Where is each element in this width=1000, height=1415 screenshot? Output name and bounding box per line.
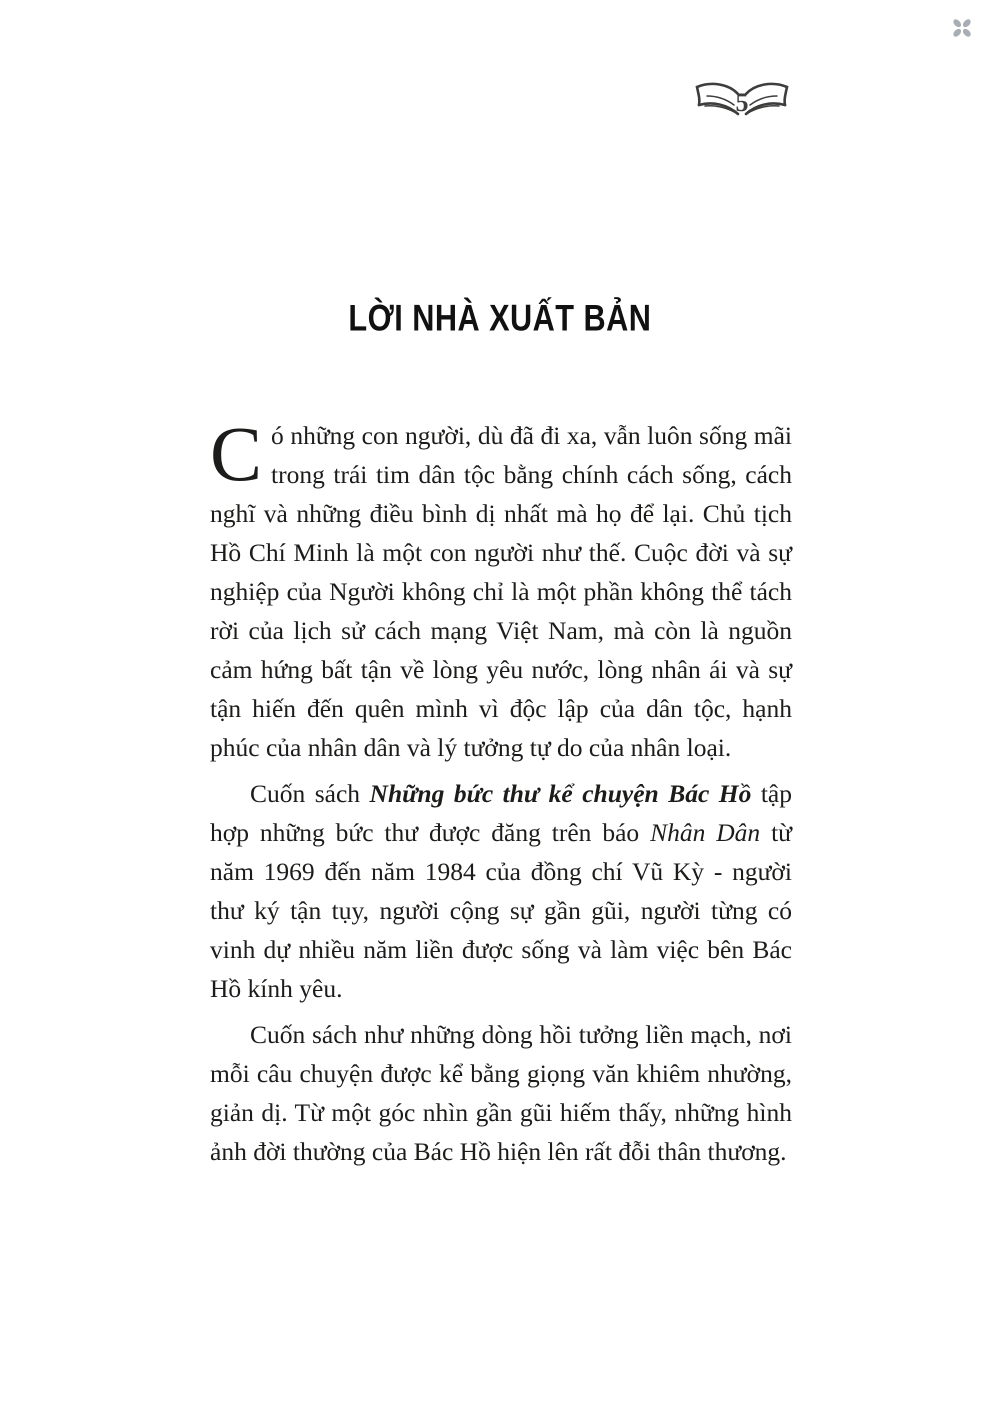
text-segment: tập hợp những bức thư được đăng trên báo [210, 779, 792, 847]
paragraph-3 [210, 1015, 792, 1171]
body-text [210, 410, 792, 1178]
flower-icon [945, 11, 979, 45]
paragraph-2 [210, 774, 792, 1008]
drop-cap: C [210, 410, 263, 497]
text-segment: ó những con người, dù đã đi xa, vẫn luôn sống mãi trong trái tim dân tộc bằng chính cách sống, cách nghĩ và những điều bình dị nhất mà họ để lại. Chủ tịch Hồ Chí Minh là một con người như thế. Cuộc đời và sự nghiệp của Người không chỉ là một phần không thể tách rời của lịch sử cách mạng Việt Nam, mà còn là nguồn cảm hứng bất tận về lòng yêu nước, lòng nhân ái và sự tận hiến đến quên mình vì độc lập của dân tộc, hạnh phúc của nhân dân và lý tưởng tự do của nhân loại. [210, 421, 792, 762]
text-segment: Cuốn sách [250, 779, 370, 808]
text-segment: Nhân Dân [650, 818, 761, 847]
page-title-text: LỜI NHÀ XUẤT BẢN [348, 296, 652, 339]
page-title [0, 296, 1000, 339]
text-segment: từ năm 1969 đến năm 1984 của đồng chí Vũ Kỳ - người thư ký tận tụy, người cộng sự gần gũi, người từng có vinh dự nhiều năm liền được sống và làm việc bên Bác Hồ kính yêu. [210, 818, 792, 1003]
page-number-badge [692, 80, 792, 128]
paragraph-1 [210, 410, 792, 767]
text-segment: Cuốn sách như những dòng hồi tưởng liền mạch, nơi mỗi câu chuyện được kể bằng giọng văn khiêm nhường, giản dị. Từ một góc nhìn gần gũi hiếm thấy, những hình ảnh đời thường của Bác Hồ hiện lên rất đỗi thân thương. [210, 1020, 792, 1166]
page-number: 5 [735, 88, 749, 117]
text-segment: Những bức thư kể chuyện Bác Hồ [369, 779, 752, 808]
